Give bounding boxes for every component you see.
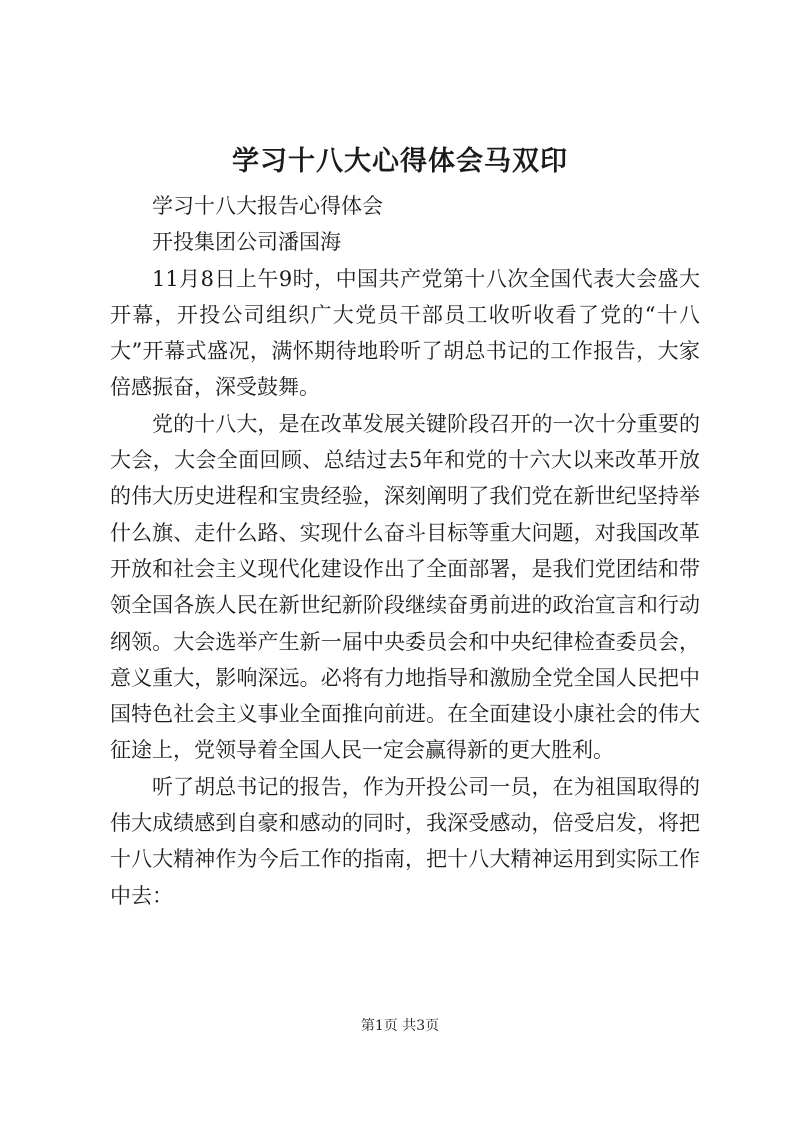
paragraph-2: 党的十八大，是在改革发展关键阶段召开的一次十分重要的大会，大会全面回顾、总结过去5年和党的十六大以来改革开放的伟大历史进程和宝贵经验，深刻阐明了我们党在新世纪坚持举什么旗、走什么路、实现什么奋斗目标等重大问题，对我国改革开放和社会主义现代化建设作出了全面部署，是我们党团结和带领全国各族人民在新世纪新阶段继续奋勇前进的政治宣言和行动纲领。大会选举产生新一届中央委员会和中央纪律检查委员会，意义重大，影响深远。必将有力地指导和激励全党全国人民把中国特色社会主义事业全面推向前进。在全面建设小康社会的伟大征途上，党领导着全国人民一定会赢得新的更大胜利。 (110, 411, 700, 763)
paragraph-1: 11月8日上午9时，中国共产党第十八次全国代表大会盛大开幕，开投公司组织广大党员干部员工收听收看了党的“十八大”开幕式盛况，满怀期待地聆听了胡总书记的工作报告，大家倍感振奋，深受鼓舞。 (110, 266, 700, 400)
paragraph-3: 听了胡总书记的报告，作为开投公司一员，在为祖国取得的伟大成绩感到自豪和感动的同时，我深受感动，倍受启发，将把十八大精神作为今后工作的指南，把十八大精神运用到实际工作中去： (110, 774, 700, 908)
document-subtitle: 学习十八大报告心得体会 (152, 194, 383, 218)
document-title: 学习十八大心得体会马双印 (232, 146, 568, 177)
document-author: 开投集团公司潘国海 (152, 230, 341, 255)
document-body (110, 188, 700, 914)
page-footer: 第1页 共3页 (360, 1018, 440, 1034)
